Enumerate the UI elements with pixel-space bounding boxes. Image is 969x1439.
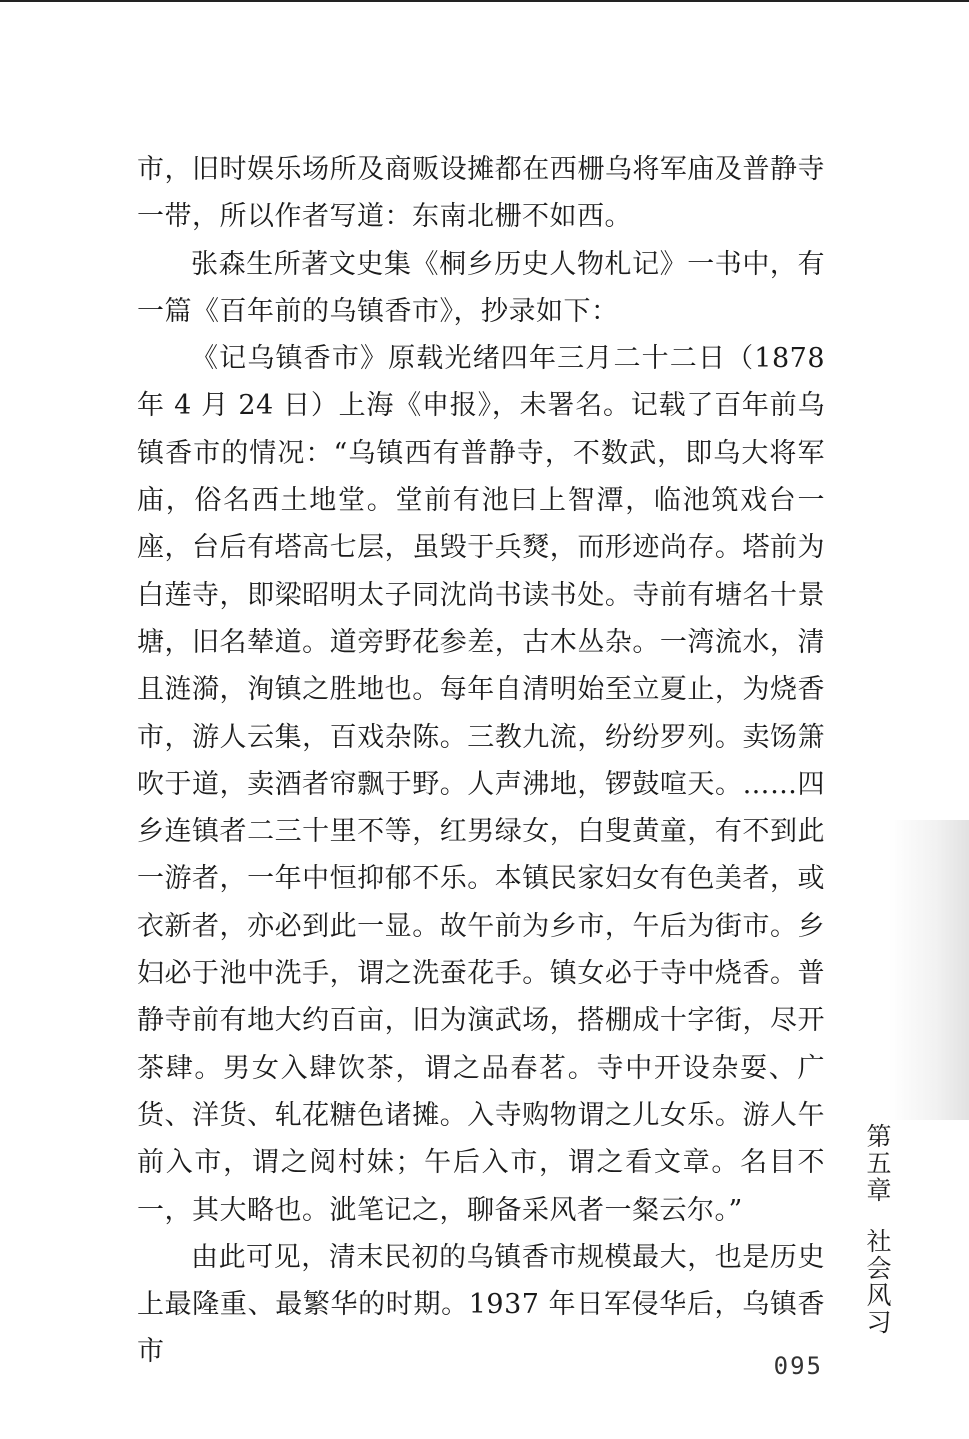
top-border-rule — [0, 0, 969, 2]
chapter-title-label: 社会风习 — [863, 1228, 892, 1336]
main-text-block — [137, 146, 825, 1376]
page-number: 095 — [773, 1352, 823, 1380]
paragraph-3-quotation: 《记乌镇香市》原载光绪四年三月二十二日（1878 年 4 月 24 日）上海《申报》，未署名。记载了百年前乌镇香市的情况：“乌镇西有普静寺，不数武，即乌大将军庙，俗名西土地堂。堂前有池曰上智潭，临池筑戏台一座，台后有塔高七层，虽毁于兵燹，而形迹尚存。塔前为白莲寺，即梁昭明太子同沈尚书读书处。寺前有塘名十景塘，旧名辇道。道旁野花参差，古木丛杂。一湾流水，清且涟漪，洵镇之胜地也。每年自清明始至立夏止，为烧香市，游人云集，百戏杂陈。三教九流，纷纷罗列。卖饧箫吹于道，卖酒者帘飘于野。人声沸地，锣鼓喧天。……四乡连镇者二三十里不等，红男绿女，白叟黄童，有不到此一游者，一年中恒抑郁不乐。本镇民家妇女有色美者，或衣新者，亦必到此一显。故午前为乡市，午后为街市。乡妇必于池中洗手，谓之洗蚕花手。镇女必于寺中烧香。普静寺前有地大约百亩，旧为演武场，搭棚成十字街，尽开茶肆。男女入肆饮茶，谓之品春茗。寺中开设杂耍、广货、洋货、轧花糖色诸摊。入寺购物谓之儿女乐。游人午前入市，谓之阅村妹；午后入市，谓之看文章。名目不一，其大略也。泚笔记之，聊备采风者一粲云尔。” — [137, 343, 825, 1226]
paragraph-4: 由此可见，清末民初的乌镇香市规模最大，也是历史上最隆重、最繁华的时期。1937 年日军侵华后，乌镇香市 — [137, 1241, 825, 1368]
scan-shadow — [889, 820, 969, 1120]
chapter-side-label — [861, 1123, 893, 1336]
paragraph-1: 市，旧时娱乐场所及商贩设摊都在西栅乌将军庙及普静寺一带，所以作者写道：东南北栅不如西。 — [137, 154, 825, 233]
paragraph-2: 张森生所著文史集《桐乡历史人物札记》一书中，有一篇《百年前的乌镇香市》，抄录如下： — [137, 248, 825, 327]
chapter-number-label: 第五章 — [863, 1123, 892, 1204]
